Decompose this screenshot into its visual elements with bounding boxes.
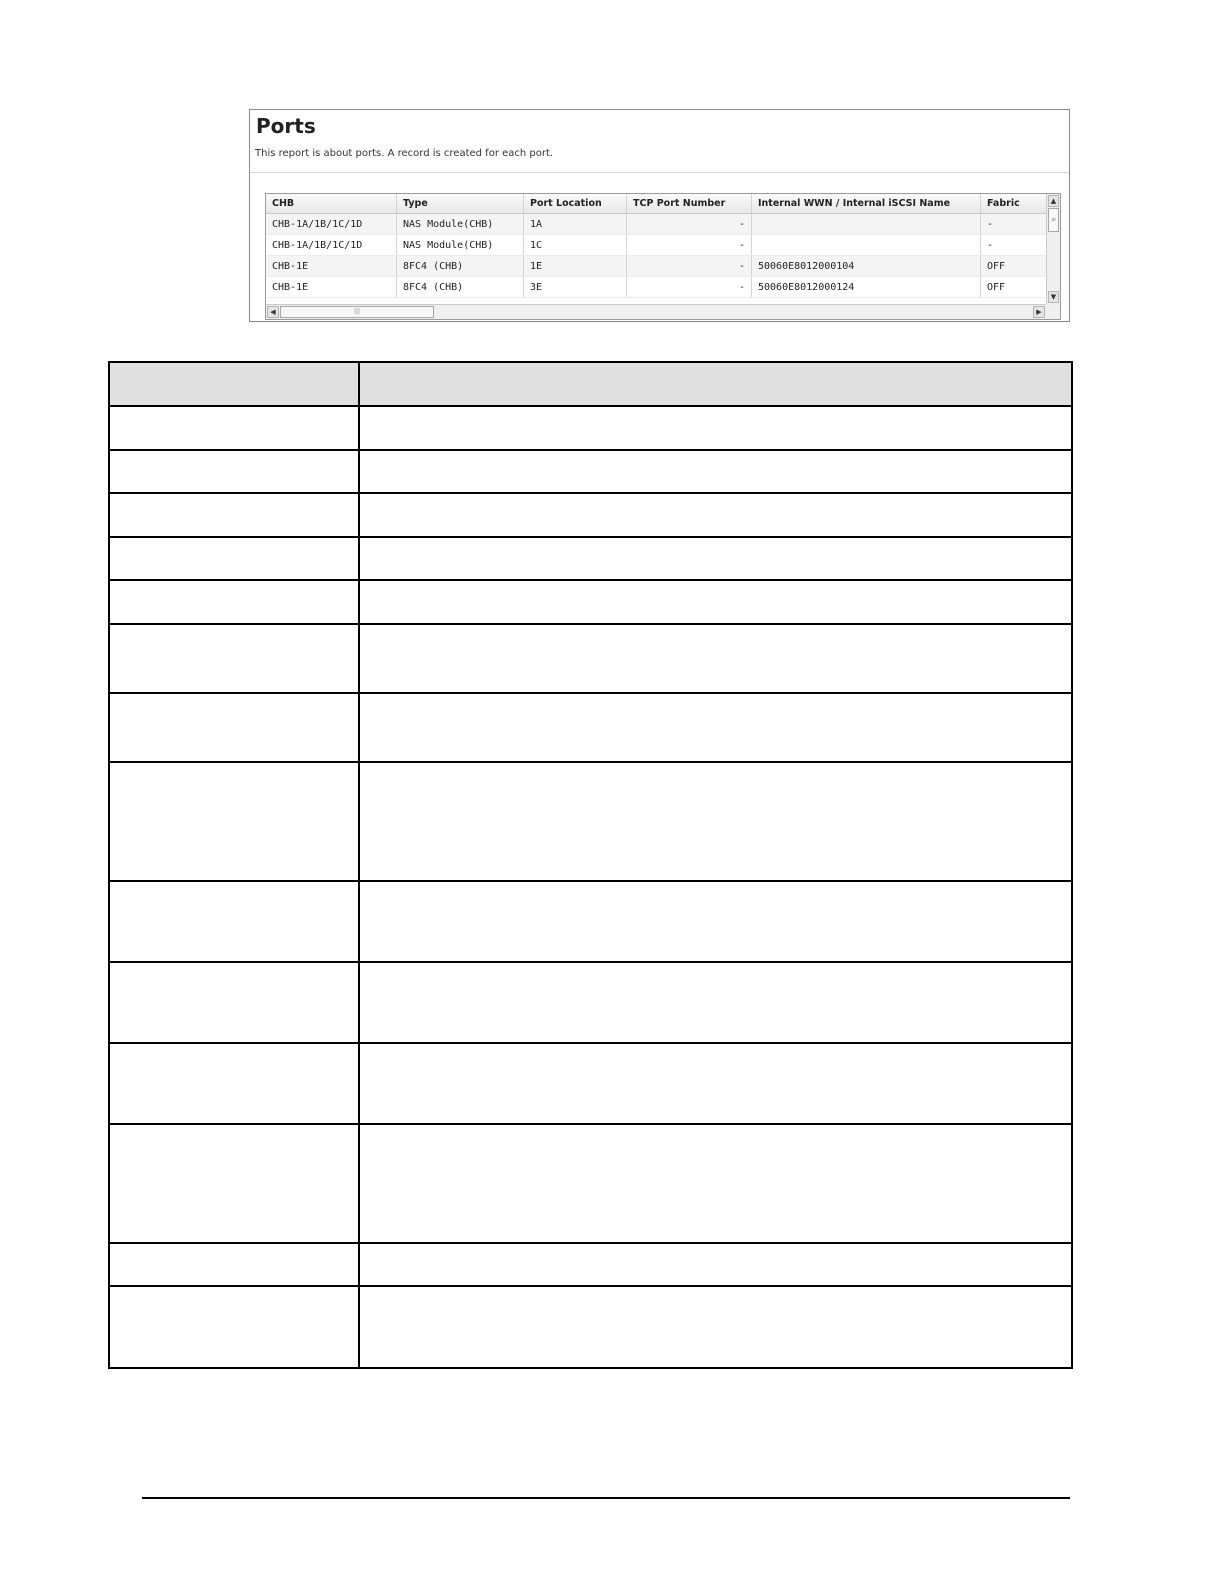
cell-chb: CHB-1A/1B/1C/1D [266, 235, 397, 255]
grid-header-row [266, 194, 1046, 214]
item-cell [109, 493, 359, 537]
table-row [109, 881, 1072, 962]
ports-report-panel [249, 109, 1070, 322]
cell-port-location: 3E [524, 277, 627, 297]
cell-tcp-port-number: - [627, 235, 752, 255]
description-cell [359, 962, 1072, 1043]
description-cell [359, 624, 1072, 693]
cell-port-location: 1A [524, 214, 627, 234]
cell-tcp-port-number: - [627, 256, 752, 276]
column-header-chb[interactable]: CHB [266, 194, 397, 213]
description-cell [359, 580, 1072, 624]
item-cell [109, 537, 359, 580]
horizontal-scroll-thumb[interactable]: ||| [280, 306, 434, 318]
table-row [109, 1286, 1072, 1368]
item-cell [109, 693, 359, 762]
description-cell [359, 493, 1072, 537]
header-cell-description [359, 362, 1072, 406]
cell-port-location: 1E [524, 256, 627, 276]
column-header-fabric[interactable]: Fabric [987, 198, 1020, 209]
cell-type: NAS Module(CHB) [397, 214, 524, 234]
scroll-left-icon[interactable]: ◀ [267, 306, 279, 318]
header-cell-item [109, 362, 359, 406]
scroll-down-icon[interactable]: ▼ [1048, 291, 1059, 303]
table-row [109, 580, 1072, 624]
table-row[interactable] [266, 235, 1046, 256]
scrollbar-corner [1046, 304, 1060, 319]
cell-internal-wwn: 50060E8012000104 [752, 256, 981, 276]
table-row[interactable] [266, 277, 1046, 298]
item-cell [109, 881, 359, 962]
vertical-scrollbar[interactable] [1046, 194, 1060, 304]
horizontal-scrollbar[interactable] [266, 304, 1046, 319]
table-row[interactable] [266, 214, 1046, 235]
report-description: This report is about ports. A record is created for each port. [255, 148, 554, 159]
item-cell [109, 450, 359, 493]
item-cell [109, 1286, 359, 1368]
description-cell [359, 693, 1072, 762]
report-title: Ports [256, 114, 316, 138]
cell-internal-wwn [752, 235, 981, 255]
table-row [109, 762, 1072, 881]
cell-chb: CHB-1A/1B/1C/1D [266, 214, 397, 234]
table-row [109, 537, 1072, 580]
table-row [109, 693, 1072, 762]
ports-grid [265, 193, 1061, 320]
column-header-tcp-port-number[interactable]: TCP Port Number [627, 194, 752, 213]
vertical-scroll-thumb[interactable]: ≡ [1048, 208, 1059, 232]
cell-chb: CHB-1E [266, 256, 397, 276]
item-cell [109, 762, 359, 881]
title-divider [250, 172, 1069, 173]
cell-fabric: - [987, 219, 994, 230]
description-cell [359, 762, 1072, 881]
item-cell [109, 1043, 359, 1124]
footer-rule [142, 1497, 1070, 1499]
description-cell [359, 1124, 1072, 1243]
description-cell [359, 537, 1072, 580]
table-row [109, 962, 1072, 1043]
table-row [109, 1243, 1072, 1286]
table-row [109, 406, 1072, 450]
cell-port-location: 1C [524, 235, 627, 255]
description-cell [359, 450, 1072, 493]
item-cell [109, 406, 359, 450]
description-cell [359, 1243, 1072, 1286]
description-cell [359, 1286, 1072, 1368]
column-header-type[interactable]: Type [397, 194, 524, 213]
cell-chb: CHB-1E [266, 277, 397, 297]
cell-fabric: - [987, 240, 994, 251]
cell-type: 8FC4 (CHB) [397, 277, 524, 297]
column-header-internal-wwn[interactable]: Internal WWN / Internal iSCSI Name [752, 194, 981, 213]
description-cell [359, 881, 1072, 962]
cell-type: NAS Module(CHB) [397, 235, 524, 255]
item-cell [109, 962, 359, 1043]
cell-type: 8FC4 (CHB) [397, 256, 524, 276]
description-cell [359, 406, 1072, 450]
cell-tcp-port-number: - [627, 214, 752, 234]
table-row [109, 1043, 1072, 1124]
item-cell [109, 1243, 359, 1286]
item-cell [109, 624, 359, 693]
description-cell [359, 1043, 1072, 1124]
table-row[interactable] [266, 256, 1046, 277]
scroll-up-icon[interactable]: ▲ [1048, 195, 1059, 207]
item-cell [109, 580, 359, 624]
table-row [109, 493, 1072, 537]
item-cell [109, 1124, 359, 1243]
column-header-port-location[interactable]: Port Location [524, 194, 627, 213]
cell-fabric: OFF [987, 282, 1006, 293]
cell-internal-wwn [752, 214, 981, 234]
table-header-row [109, 362, 1072, 406]
table-row [109, 450, 1072, 493]
cell-tcp-port-number: - [627, 277, 752, 297]
scroll-right-icon[interactable]: ▶ [1033, 306, 1045, 318]
table-row [109, 1124, 1072, 1243]
cell-internal-wwn: 50060E8012000124 [752, 277, 981, 297]
table-row [109, 624, 1072, 693]
grid-body [266, 194, 1046, 304]
cell-fabric: OFF [987, 261, 1006, 272]
item-description-table [108, 361, 1073, 1369]
